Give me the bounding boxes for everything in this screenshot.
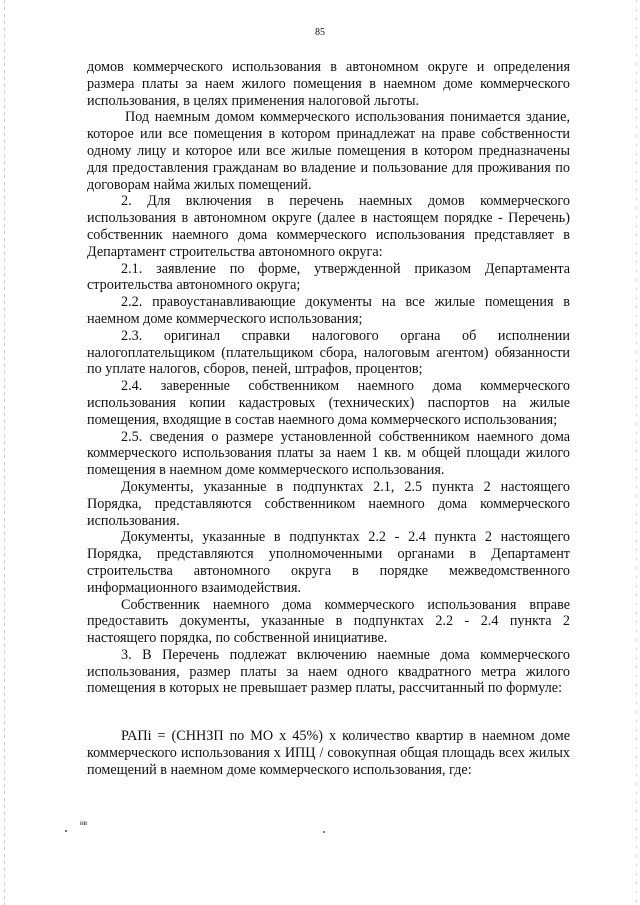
- scan-speck: [323, 831, 325, 833]
- scan-speck: [65, 830, 67, 832]
- scan-edge-left: [4, 0, 5, 905]
- footer-mark: нв: [80, 819, 88, 827]
- paragraph-clause-2: 2. Для включения в перечень наемных домов коммерческого использования в автономном округе (далее в настоящем порядке - Перечень) собственник наемного дома коммерческого использования представляет в Департамент строительства автономного округа:: [87, 193, 570, 260]
- paragraph-clause-3: 3. В Перечень подлежат включению наемные дома коммерческого использования, размер платы за наем одного квадратного метра жилого помещения в которых не превышает размер платы, рассчитанный по формуле:: [87, 646, 570, 697]
- body-text: [87, 59, 570, 779]
- paragraph-clause-2-2: 2.2. правоустанавливающие документы на все жилые помещения в наемном доме коммерческого использования;: [87, 294, 570, 327]
- formula-paragraph: РАПi = (СННЗП по МО х 45%) х количество квартир в наемном доме коммерческого использования х ИПЦ / совокупная общая площадь всех жилых помещений в наемном доме коммерческого использования, где:: [87, 728, 570, 778]
- paragraph-clause-2-1: 2.1. заявление по форме, утвержденной приказом Департамента строительства автономного округа;: [87, 260, 570, 294]
- paragraph-continuation: домов коммерческого использования в автономном округе и определения размера платы за наем жилого помещения в наемном доме коммерческого использования, в целях применения налоговой льготы.: [87, 59, 570, 109]
- page-number: 85: [315, 27, 325, 38]
- paragraph-owner-initiative: Собственник наемного дома коммерческого использования вправе предоставить документы, указанные в подпунктах 2.2 - 2.4 пункта 2 настоящего порядка, по собственной инициативе.: [87, 596, 570, 647]
- paragraph-clause-2-3: 2.3. оригинал справки налогового органа об исполнении налогоплательщиком (плательщиком сбора, налоговым агентом) обязанности по уплате налогов, сборов, пеней, штрафов, процентов;: [87, 327, 570, 378]
- paragraph-documents-authorities: Документы, указанные в подпунктах 2.2 - 2.4 пункта 2 настоящего Порядка, представляются уполномоченными органами в Департамент строительства автономного округа в порядке межведомственного информационного взаимодействия.: [87, 529, 570, 596]
- scan-edge-right: [636, 0, 637, 905]
- paragraph-documents-owner: Документы, указанные в подпунктах 2.1, 2.5 пункта 2 настоящего Порядка, представляются собственником наемного дома коммерческого использования.: [87, 478, 570, 529]
- paragraph-definition: Под наемным домом коммерческого использования понимается здание, которое или все помещения в котором принадлежат на праве собственности одному лицу и которое или все жилые помещения в котором предназначены для предоставления гражданам во владение и пользование для проживания по договорам найма жилых помещений.: [87, 109, 570, 193]
- formula-spacer: [87, 697, 570, 728]
- paragraph-clause-2-5: 2.5. сведения о размере установленной собственником наемного дома коммерческого использования платы за наем 1 кв. м общей площади жилого помещения в наемном доме коммерческого использования.: [87, 428, 570, 479]
- paragraph-clause-2-4: 2.4. заверенные собственником наемного дома коммерческого использования копии кадастровых (технических) паспортов на жилые помещения, входящие в состав наемного дома коммерческого использования;: [87, 378, 570, 428]
